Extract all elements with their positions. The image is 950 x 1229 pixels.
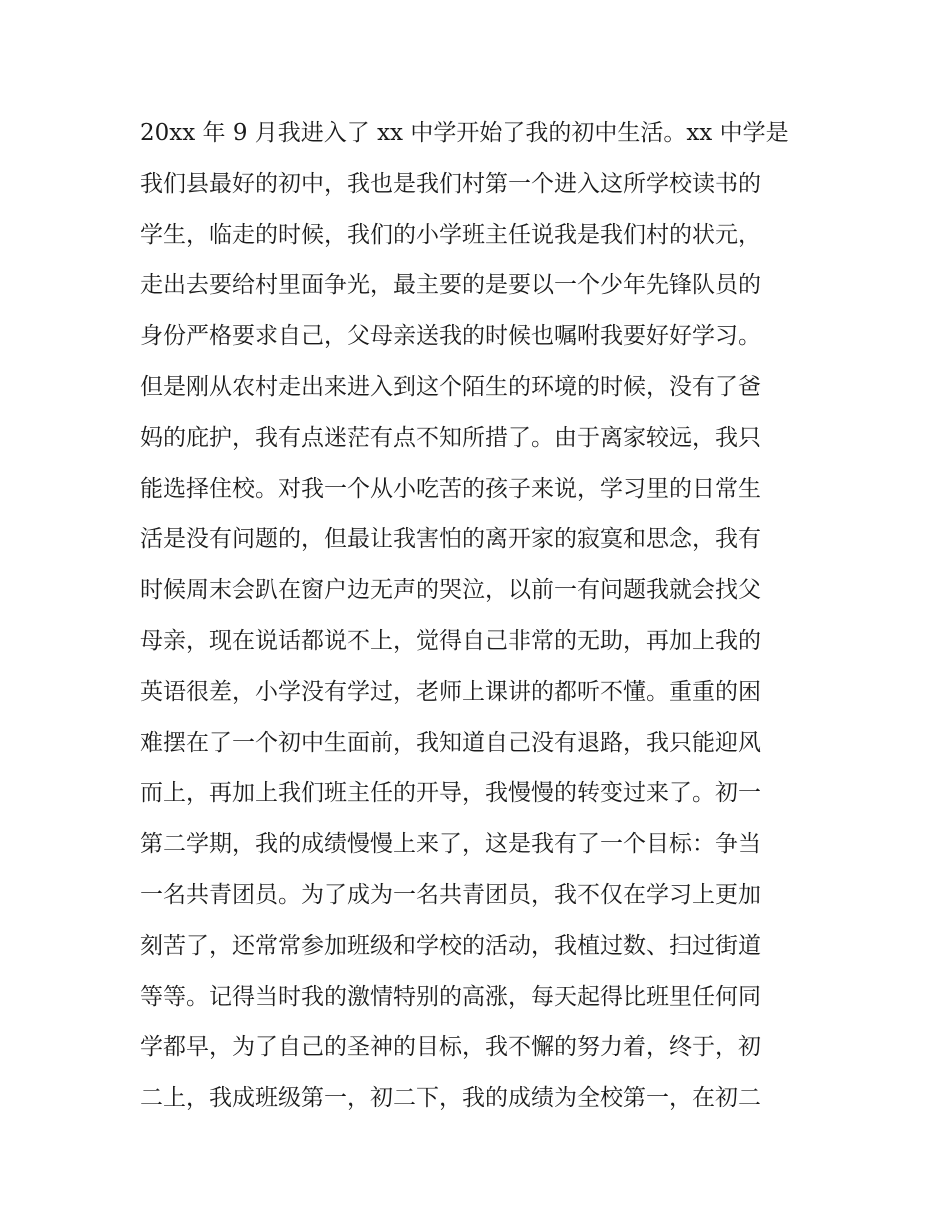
text-line: 身份严格要求自己，父母亲送我的时候也嘱咐我要好好学习。 [140, 323, 761, 350]
text-line: 20xx 年 9 月我进入了 xx 中学开始了我的初中生活。xx 中学是 [140, 120, 789, 146]
text-line: 等等。记得当时我的激情特别的高涨，每天起得比班里任何同 [140, 983, 761, 1010]
text-line: 我们县最好的初中，我也是我们村第一个进入这所学校读书的 [140, 170, 761, 197]
text-line: 刻苦了，还常常参加班级和学校的活动，我植过数、扫过街道 [140, 932, 761, 959]
body-text [140, 108, 830, 1124]
text-line: 走出去要给村里面争光，最主要的是要以一个少年先锋队员的 [140, 272, 761, 299]
text-line: 但是刚从农村走出来进入到这个陌生的环境的时候，没有了爸 [140, 373, 761, 400]
text-line: 学都早，为了自己的圣神的目标，我不懈的努力着，终于，初 [140, 1034, 761, 1061]
text-line: 第二学期，我的成绩慢慢上来了，这是我有了一个目标：争当 [140, 831, 761, 858]
text-line: 活是没有问题的，但最让我害怕的离开家的寂寞和思念，我有 [140, 526, 761, 553]
text-line: 时候周末会趴在窗户边无声的哭泣，以前一有问题我就会找父 [140, 577, 761, 604]
text-line: 妈的庇护，我有点迷茫有点不知所措了。由于离家较远，我只 [140, 424, 761, 451]
text-line: 英语很差，小学没有学过，老师上课讲的都听不懂。重重的困 [140, 678, 761, 705]
text-line: 二上，我成班级第一，初二下，我的成绩为全校第一，在初二 [140, 1085, 761, 1112]
text-line: 一名共青团员。为了成为一名共青团员，我不仅在学习上更加 [140, 881, 761, 908]
text-line: 难摆在了一个初中生面前，我知道自己没有退路，我只能迎风 [140, 729, 761, 756]
text-line: 学生，临走的时候，我们的小学班主任说我是我们村的状元， [140, 221, 761, 248]
text-line: 能选择住校。对我一个从小吃苦的孩子来说，学习里的日常生 [140, 475, 761, 502]
text-line: 母亲，现在说话都说不上，觉得自己非常的无助，再加上我的 [140, 627, 761, 654]
text-line: 而上，再加上我们班主任的开导，我慢慢的转变过来了。初一 [140, 780, 761, 807]
